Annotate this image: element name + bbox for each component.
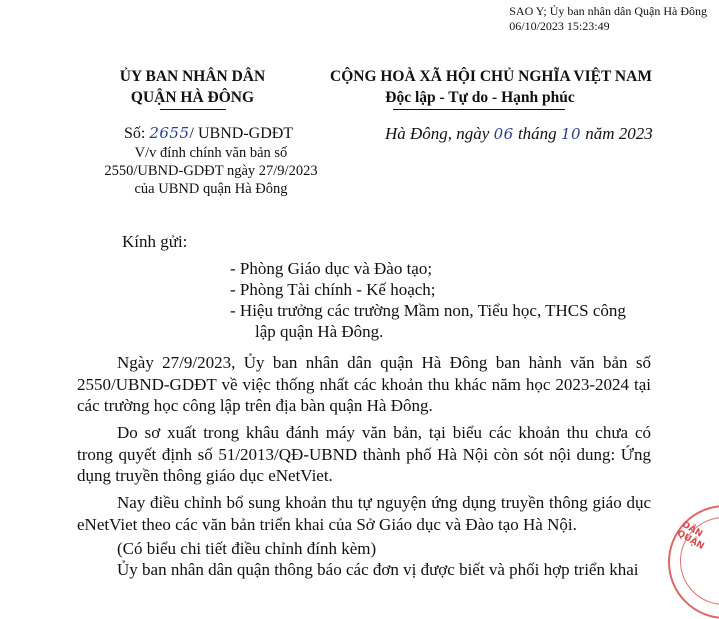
org-line1: ỦY BAN NHÂN DÂN [119, 68, 266, 85]
recipient-continuation: lập quận Hà Đông. [255, 322, 384, 341]
seal-text: DÂN QUẬN [675, 520, 706, 553]
org-underline [160, 109, 226, 110]
digital-copy-note [509, 4, 707, 34]
body-paragraph-3: Nay điều chỉnh bổ sung khoản thu tự nguyện ứng dụng truyền thông giáo dục eNetViet theo các văn bản triển khai của Sở Giáo dục và Đào tạo Hà Nội. [77, 493, 651, 534]
date-prefix: Hà Đông, ngày [385, 124, 490, 143]
body-paragraph-1: Ngày 27/9/2023, Ủy ban nhân dân quận Hà Đông ban hành văn bản số 2550/UBND-GDĐT về việc thống nhất các khoản thu khác năm học 2023-2024 tại các trường học công lập trên địa bàn quận Hà Đông. [77, 353, 651, 415]
doc-number-suffix: / UBND-GDĐT [189, 125, 294, 142]
body-paragraph-4: (Có biểu chi tiết điều chỉnh đính kèm) [117, 539, 377, 558]
recipient-item: - Phòng Giáo dục và Đào tạo; [230, 259, 433, 278]
issuing-organization [90, 66, 295, 108]
org-line2: QUẬN HÀ ĐÔNG [130, 89, 255, 106]
recipient-list [230, 258, 626, 342]
copy-note-line2: 06/10/2023 15:23:49 [509, 19, 610, 33]
recipient-item: - Phòng Tài chính - Kế hoạch; [230, 280, 436, 299]
document-date [385, 124, 653, 144]
date-day: 06 [493, 125, 514, 143]
body-paragraph-5: Ủy ban nhân dân quận thông báo các đơn vị được biết và phối hợp triển khai [117, 560, 639, 579]
nation-line1: CỘNG HOÀ XÃ HỘI CHỦ NGHĨA VIỆT NAM [330, 68, 652, 85]
motto-underline [393, 109, 565, 110]
greeting: Kính gửi: [122, 232, 188, 251]
copy-note-line1: SAO Y; Ủy ban nhân dân Quận Hà Đông [509, 4, 707, 18]
body-paragraph-2: Do sơ xuất trong khâu đánh máy văn bản, tại biểu các khoản thu chưa có trong quyết định số 51/2013/QĐ-UBND thành phố Hà Nội còn sót nội dung: Ứng dụng truyền thông giáo dục eNetViet. [77, 423, 651, 485]
document-number [124, 124, 293, 143]
date-year: năm 2023 [585, 124, 653, 143]
date-month: 10 [560, 125, 582, 143]
doc-number-prefix: Số: [124, 125, 146, 142]
national-header [330, 66, 652, 108]
nation-motto: Độc lập - Tự do - Hạnh phúc [385, 89, 575, 106]
date-month-word: tháng [517, 124, 557, 143]
doc-number-handwritten: 2655 [149, 124, 190, 142]
recipient-item: - Hiệu trưởng các trường Mầm non, Tiểu học, THCS công [230, 301, 626, 320]
document-subject: V/v đính chính văn bản số 2550/UBND-GDĐT ngày 27/9/2023 của UBND quận Hà Đông [104, 145, 318, 197]
